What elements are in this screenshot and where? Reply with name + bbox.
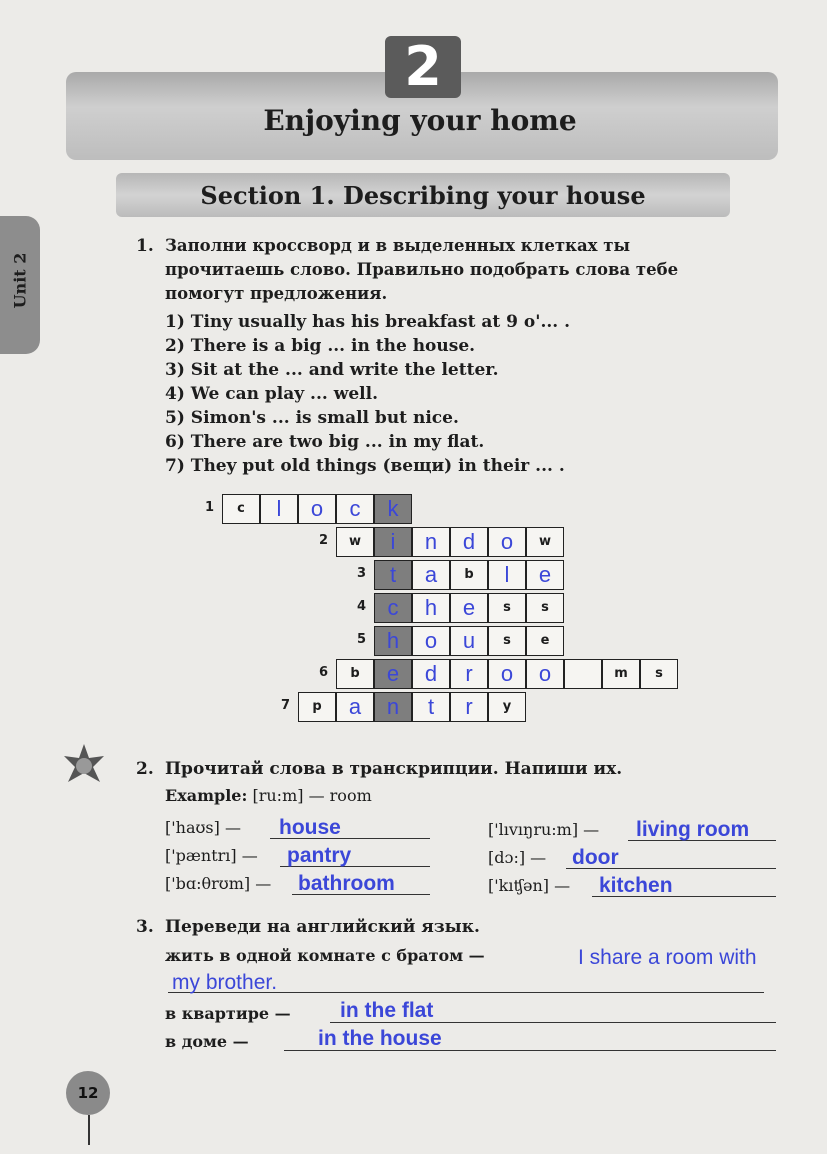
star-icon <box>62 742 106 786</box>
transcription-6: ['kıʧən] — <box>488 876 571 895</box>
crossword-letter: o <box>538 661 552 686</box>
crossword-letter: t <box>427 694 435 719</box>
crossword-cell <box>450 626 488 656</box>
crossword-cell <box>450 692 488 722</box>
ex3-number: 3. <box>136 917 154 937</box>
crossword-key-cell <box>374 560 412 590</box>
ex2-instruction: Прочитай слова в транскрипции. Напиши их. <box>165 759 623 779</box>
crossword-cell <box>412 692 450 722</box>
ex3-answer-1b: my brother. <box>172 971 278 994</box>
ex3-answer-2: in the flat <box>340 999 434 1022</box>
crossword-letter: d <box>462 529 476 554</box>
crossword-letter: e <box>386 661 400 686</box>
answer-5: door <box>572 846 619 869</box>
crossword-letter: p <box>312 699 322 714</box>
crossword-cell <box>412 626 450 656</box>
crossword-letter: t <box>389 562 397 587</box>
crossword-cell <box>488 626 526 656</box>
transcription-1: ['haʊs] — <box>165 818 241 837</box>
crossword-letter: w <box>348 534 361 549</box>
crossword-cell <box>450 659 488 689</box>
crossword-letter: b <box>350 666 360 681</box>
crossword-cell <box>564 659 602 689</box>
crossword-cell <box>412 659 450 689</box>
crossword-letter: h <box>424 595 438 620</box>
section-title: Section 1. Describing your house <box>200 181 646 210</box>
ex1-clues <box>165 310 570 478</box>
ex3-instruction: Переведи на английский язык. <box>165 917 480 937</box>
transcription-3: ['bɑ:θrʊm] — <box>165 874 272 893</box>
crossword-cell <box>488 659 526 689</box>
crossword-cell <box>526 626 564 656</box>
crossword-letter: a <box>424 562 438 587</box>
crossword-cell <box>336 692 374 722</box>
crossword-cell <box>488 593 526 623</box>
crossword-cell <box>488 560 526 590</box>
example-label: Example: <box>165 786 248 805</box>
ex2-example <box>165 786 372 805</box>
crossword-cell <box>526 593 564 623</box>
crossword-letter: h <box>386 628 400 653</box>
answer-3: bathroom <box>298 872 395 895</box>
crossword-letter: c <box>387 595 399 620</box>
crossword-letter: k <box>387 496 399 521</box>
crossword-letter: e <box>538 562 552 587</box>
crossword-letter: r <box>465 661 473 686</box>
example-text: [ru:m] — room <box>252 786 372 805</box>
crossword-key-cell <box>374 527 412 557</box>
ex1-instruction-line: Заполни кроссворд и в выделенных клетках ты <box>165 236 630 255</box>
transcription-4: ['lıvıŋru:m] — <box>488 820 600 839</box>
crossword-key-cell <box>374 626 412 656</box>
crossword-letter: s <box>503 600 511 615</box>
crossword-cell <box>488 692 526 722</box>
crossword-cell <box>640 659 678 689</box>
crossword-cell <box>602 659 640 689</box>
crossword-letter: a <box>348 694 362 719</box>
crossword-cell <box>412 527 450 557</box>
crossword-cell <box>526 659 564 689</box>
transcription-2: ['pæntrı] — <box>165 846 258 865</box>
crossword-row-number: 3 <box>356 566 366 581</box>
crossword-letter: l <box>504 562 510 587</box>
transcription-5: [dɔ:] — <box>488 848 547 867</box>
chapter-title: Enjoying your home <box>263 104 577 137</box>
crossword-row-number: 7 <box>280 698 290 713</box>
crossword-cell <box>488 527 526 557</box>
ex1-number: 1. <box>136 236 154 256</box>
ex3-phrase-2: в квартире — <box>165 1004 291 1023</box>
crossword-letter: i <box>390 529 396 554</box>
clue-3: 3) Sit at the ... and write the letter. <box>165 360 499 380</box>
crossword-letter: o <box>500 661 514 686</box>
crossword-letter: w <box>538 534 551 549</box>
crossword-row-number: 2 <box>318 533 328 548</box>
crossword-row-number: 4 <box>356 599 366 614</box>
crossword-cell <box>526 527 564 557</box>
ex1-instruction-line: помогут предложения. <box>165 284 388 303</box>
crossword-cell <box>298 494 336 524</box>
crossword-cell <box>412 560 450 590</box>
crossword-key-cell <box>374 659 412 689</box>
page-number: 12 <box>66 1071 110 1115</box>
crossword-letter: e <box>540 633 550 648</box>
crossword-letter: e <box>462 595 476 620</box>
crossword-cell <box>450 593 488 623</box>
crossword-letter: b <box>464 567 474 582</box>
answer-6: kitchen <box>599 874 673 897</box>
clue-7: 7) They put old things (вещи) in their ... . <box>165 456 565 476</box>
unit-side-tab <box>0 216 40 354</box>
crossword-letter: n <box>386 694 400 719</box>
crossword-cell <box>298 692 336 722</box>
crossword-letter: u <box>462 628 476 653</box>
ex1-instruction <box>165 234 678 306</box>
answer-2: pantry <box>287 844 352 867</box>
crossword-row-number: 1 <box>204 500 214 515</box>
ex2-number: 2. <box>136 759 154 779</box>
crossword-cell <box>260 494 298 524</box>
unit-number-badge: 2 <box>385 36 461 98</box>
answer-4: living room <box>636 818 750 841</box>
answer-1: house <box>279 816 341 839</box>
ex3-answer-3: in the house <box>318 1027 442 1050</box>
balloon-string <box>88 1115 90 1145</box>
clue-5: 5) Simon's ... is small but nice. <box>165 408 459 428</box>
crossword-row-number: 6 <box>318 665 328 680</box>
clue-4: 4) We can play ... well. <box>165 384 378 404</box>
clue-6: 6) There are two big ... in my flat. <box>165 432 485 452</box>
crossword-letter: d <box>424 661 438 686</box>
crossword-key-cell <box>374 692 412 722</box>
crossword-letter: r <box>465 694 473 719</box>
crossword-letter: l <box>276 496 282 521</box>
crossword-cell <box>450 560 488 590</box>
crossword-letter: o <box>500 529 514 554</box>
unit-side-tab-label: Unit 2 <box>10 252 30 309</box>
crossword-letter: o <box>310 496 324 521</box>
crossword-letter: o <box>424 628 438 653</box>
ex3-phrase-3: в доме — <box>165 1032 249 1051</box>
crossword-cell <box>526 560 564 590</box>
clue-1: 1) Tiny usually has his breakfast at 9 o'... . <box>165 312 571 332</box>
crossword-cell <box>412 593 450 623</box>
crossword-letter: s <box>655 666 663 681</box>
crossword-cell <box>222 494 260 524</box>
crossword-letter: c <box>237 501 245 516</box>
ex3-phrase-1: жить в одной комнате с братом — <box>165 946 485 965</box>
crossword-letter: s <box>503 633 511 648</box>
ex3-answer-1a: I share a room with <box>578 946 757 969</box>
crossword-row-number: 5 <box>356 632 366 647</box>
crossword-letter: s <box>541 600 549 615</box>
crossword-letter: m <box>614 666 628 681</box>
crossword-letter: n <box>424 529 438 554</box>
crossword-letter: y <box>502 699 512 714</box>
clue-2: 2) There is a big ... in the house. <box>165 336 476 356</box>
crossword-cell <box>336 659 374 689</box>
crossword-key-cell <box>374 593 412 623</box>
crossword-cell <box>336 527 374 557</box>
crossword-cell <box>450 527 488 557</box>
crossword-key-cell <box>374 494 412 524</box>
crossword-cell <box>336 494 374 524</box>
ex1-instruction-line: прочитаешь слово. Правильно подобрать слова тебе <box>165 260 679 279</box>
crossword-letter: c <box>349 496 361 521</box>
